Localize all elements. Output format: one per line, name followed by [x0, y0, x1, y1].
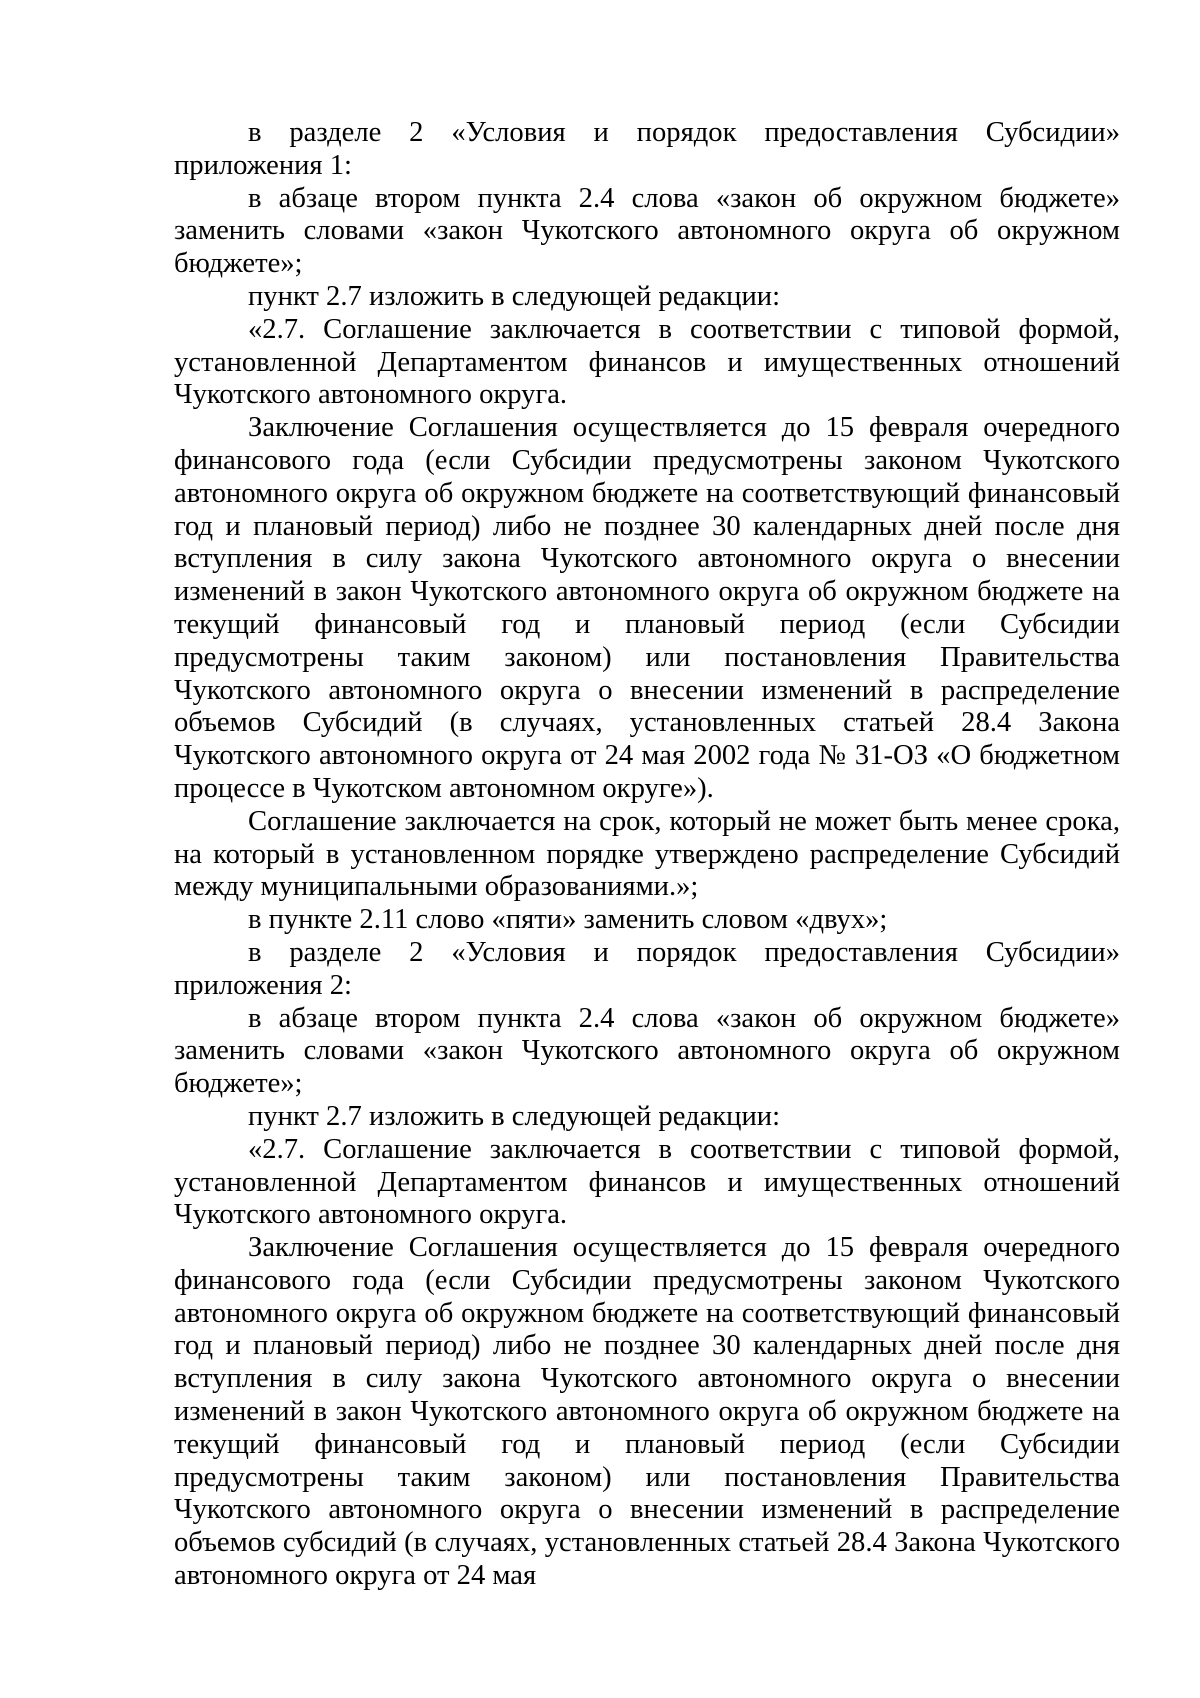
- paragraph-agreement-conclusion-appendix2: Заключение Соглашения осуществляется до 15 февраля очередного финансового года (если Субсидии предусмотрены законом Чукотского автономного округа об окружном бюджете на соответствующий финансовый год и плановый период) либо не позднее 30 календарных дней после дня вступления в силу закона Чукотского автономного округа о внесении изменений в закон Чукотского автономного округа об окружном бюджете на текущий финансовый год и плановый период (если Субсидии предусмотрены таким законом) или постановления Правительства Чукотского автономного округа о внесении изменений в распределение объемов субсидий (в случаях, установленных статьей 28.4 Закона Чукотского автономного округа от 24 мая: [174, 1232, 1120, 1592]
- paragraph-section2-appendix2: в разделе 2 «Условия и порядок предоставления Субсидии» приложения 2:: [174, 936, 1120, 1001]
- paragraph-clause-2-7-text-appendix2: «2.7. Соглашение заключается в соответствии с типовой формой, установленной Департаментом финансов и имущественных отношений Чукотского автономного округа.: [174, 1133, 1120, 1231]
- document-page: [174, 117, 1120, 1593]
- paragraph-section2-appendix1: в разделе 2 «Условия и порядок предоставления Субсидии» приложения 1:: [174, 117, 1120, 181]
- paragraph-clause-2-4-appendix2: в абзаце втором пункта 2.4 слова «закон об окружном бюджете» заменить словами «закон Чукотского автономного округа об окружном бюджете»;: [174, 1002, 1120, 1100]
- paragraph-clause-2-7-intro-appendix1: пункт 2.7 изложить в следующей редакции:: [248, 280, 781, 312]
- paragraph-clause-2-7-intro-appendix2: пункт 2.7 изложить в следующей редакции:: [248, 1100, 781, 1132]
- paragraph-clause-2-4-appendix1: в абзаце втором пункта 2.4 слова «закон об окружном бюджете» заменить словами «закон Чукотского автономного округа об окружном бюджете»;: [174, 182, 1120, 280]
- paragraph-clause-2-7-text-appendix1: «2.7. Соглашение заключается в соответствии с типовой формой, установленной Департаментом финансов и имущественных отношений Чукотского автономного округа.: [174, 313, 1120, 411]
- paragraph-agreement-term-appendix1: Соглашение заключается на срок, который не может быть менее срока, на который в установленном порядке утверждено распределение Субсидий между муниципальными образованиями.»;: [174, 805, 1120, 903]
- paragraph-agreement-conclusion-appendix1: Заключение Соглашения осуществляется до 15 февраля очередного финансового года (если Субсидии предусмотрены законом Чукотского автономного округа об окружном бюджете на соответствующий финансовый год и плановый период) либо не позднее 30 календарных дней после дня вступления в силу закона Чукотского автономного округа о внесении изменений в закон Чукотского автономного округа об окружном бюджете на текущий финансовый год и плановый период (если Субсидии предусмотрены таким законом) или постановления Правительства Чукотского автономного округа о внесении изменений в распределение объемов Субсидий (в случаях, установленных статьей 28.4 Закона Чукотского автономного округа от 24 мая 2002 года № 31-ОЗ «О бюджетном процессе в Чукотском автономном округе»).: [174, 412, 1120, 804]
- paragraph-clause-2-11-appendix1: в пункте 2.11 слово «пяти» заменить словом «двух»;: [248, 904, 888, 936]
